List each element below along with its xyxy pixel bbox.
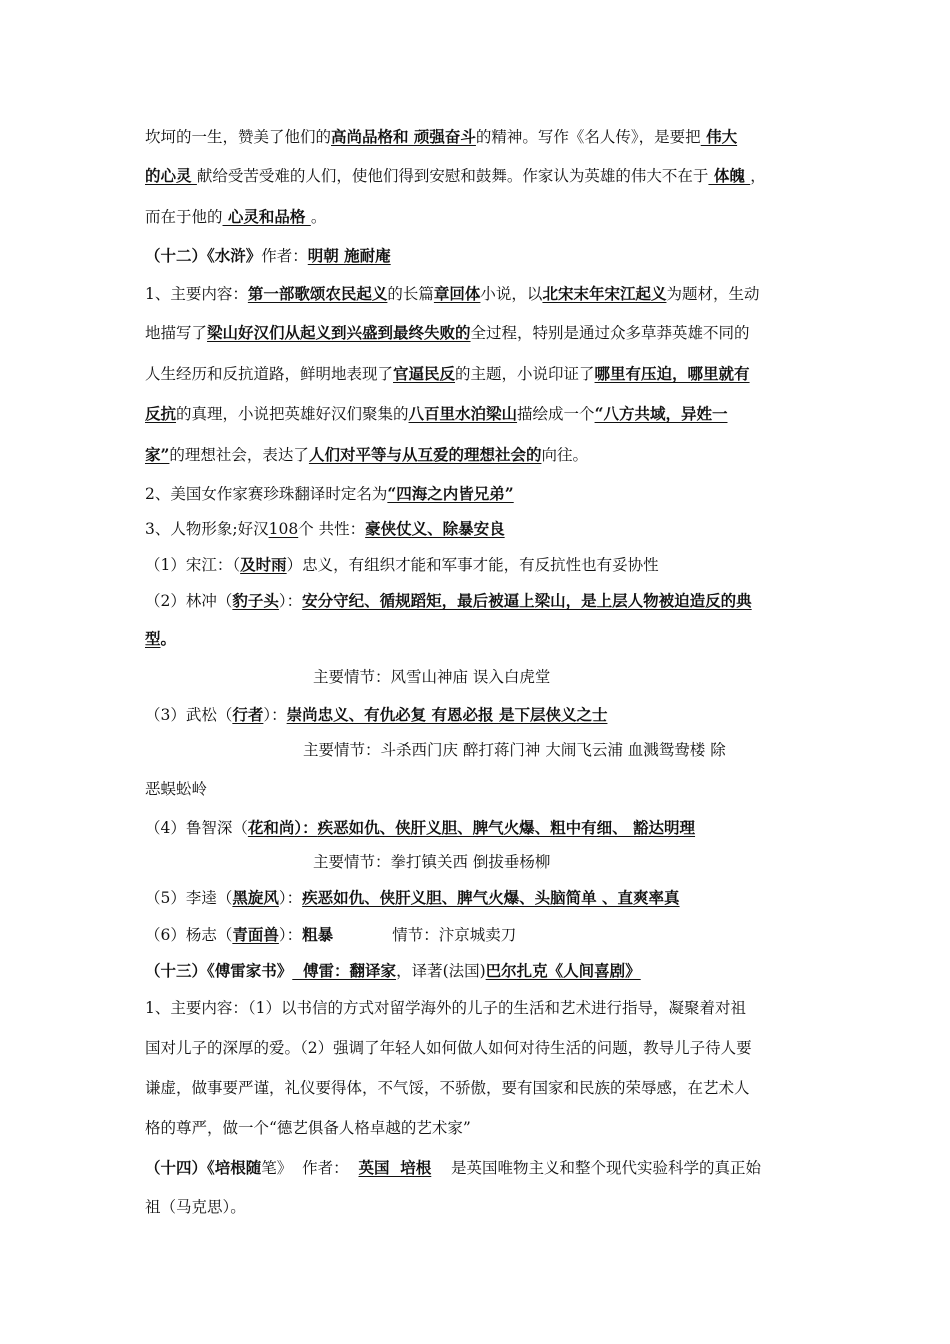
key-phrase: 章回体 <box>433 284 481 303</box>
text: 的精神。写作《名人传》，是要把 <box>475 128 701 146</box>
section-title: （十三）《傅雷家书》 <box>145 961 293 980</box>
key-phrase: 官逼民反 <box>393 364 456 383</box>
nickname: 及时雨 <box>240 555 287 574</box>
text: 恶蜈蚣岭 <box>145 780 208 798</box>
paragraph-line <box>145 322 813 344</box>
paragraph-line <box>145 444 813 466</box>
character-line-1 <box>145 554 813 576</box>
key-phrase: 梁山好汉们从起义到兴盛到最终失败的 <box>207 323 471 342</box>
key-phrase: 第一部歌颂农民起义 <box>247 284 388 303</box>
text: 主要情节：拳打镇关西 倒拔垂杨柳 <box>313 853 551 871</box>
paragraph-line <box>145 206 813 228</box>
text: 坎坷的一生，赞美了他们的 <box>145 128 332 146</box>
nickname: 行者 <box>232 705 264 724</box>
text: （2）林冲（ <box>145 592 233 610</box>
paragraph-line <box>145 363 813 385</box>
key-phrase: 崇尚忠义、有仇必复 有恩必报 是下层侠义之士 <box>286 705 608 724</box>
paragraph-line <box>145 1077 813 1099</box>
text: 主要情节：风雪山神庙 误入白虎堂 <box>313 668 551 686</box>
plot-line-cont <box>145 778 813 800</box>
paragraph-line <box>145 483 813 505</box>
text: （3）武松（ <box>145 706 233 724</box>
key-phrase: 人们对平等与从互爱的理想社会的 <box>308 445 542 464</box>
paragraph-line <box>145 1037 813 1059</box>
text: 。 <box>160 629 177 648</box>
text: 描绘成一个 <box>517 405 595 423</box>
character-line-4 <box>145 817 813 839</box>
paragraph-line <box>145 997 813 1019</box>
text: 地描写了 <box>145 324 208 342</box>
nickname: 青面兽 <box>232 925 279 944</box>
text: 情节：汴京城卖刀 <box>333 926 517 944</box>
key-phrase: “八方共域，异姓一 <box>594 404 728 423</box>
character-line-2-cont <box>145 628 813 650</box>
author-name: 英国 培根 <box>358 1158 432 1177</box>
key-phrase: 粗暴 <box>302 925 334 944</box>
text: ， <box>750 167 766 185</box>
paragraph-line <box>145 283 813 305</box>
key-phrase: 哪里有压迫，哪里就有 <box>594 364 750 383</box>
text: 的真理，小说把英雄好汉们聚集的 <box>176 405 409 423</box>
text: （6）杨志（ <box>145 926 233 944</box>
key-phrase: 型 <box>145 629 161 648</box>
text: ）： <box>263 706 287 724</box>
paragraph-line <box>145 165 813 187</box>
section-title: （十四）《培根随 <box>145 1158 262 1177</box>
text: ）： <box>278 889 303 907</box>
text: 个 共性： <box>298 520 366 538</box>
text: ）忠义，有组织才能和军事才能，有反抗性也有妥协性 <box>286 556 659 574</box>
key-phrase: 豪侠仗义、除暴安良 <box>365 519 505 538</box>
text: 小说，以 <box>480 285 543 303</box>
key-phrase: 八百里水泊梁山 <box>408 404 518 423</box>
text: 国对儿子的深厚的爱。（2）强调了年轻人如何做人如何对待生活的问题，教导儿子待人要 <box>145 1039 752 1057</box>
character-line-5 <box>145 887 813 909</box>
text: 谦虚，做事要严谨，礼仪要得体，不气馁，不骄傲，要有国家和民族的荣辱感，在艺术人 <box>145 1079 750 1097</box>
paragraph-line <box>145 1117 813 1139</box>
paragraph-line <box>145 518 813 540</box>
text: 格的尊严，做一个“德艺俱备人格卓越的艺术家” <box>145 1119 471 1137</box>
text: 的主题，小说印证了 <box>455 365 595 383</box>
author-label: 作者： <box>261 247 308 265</box>
text: 而在于他的 <box>145 208 223 226</box>
text: 全过程，特别是通过众多草莽英雄不同的 <box>470 324 750 342</box>
text: （4）鲁智深（ <box>145 819 248 837</box>
key-phrase: 疾恶如仇、侠肝义胆、脾气火爆、粗中有细、 豁达明理 <box>317 818 696 837</box>
key-phrase: 疾恶如仇、侠肝义胆、脾气火爆、头脑简单 、直爽率真 <box>302 888 680 907</box>
text: 献给受苦受难的人们，使他们得到安慰和鼓舞。作家认为英雄的伟大不在于 <box>196 167 709 185</box>
text: ）： <box>278 592 303 610</box>
key-phrase: 体魄 <box>708 166 751 185</box>
paragraph-line <box>145 403 813 425</box>
key-phrase: “四海之内皆兄弟” <box>387 484 514 503</box>
text: 向往。 <box>541 446 588 464</box>
text: 的长篇 <box>387 285 434 303</box>
author-name: 傅雷：翻译家 <box>292 961 397 980</box>
character-line-2 <box>145 590 813 612</box>
character-line-6 <box>145 924 813 946</box>
plot-line <box>313 666 950 688</box>
text: 主要情节：斗杀西门庆 醉打蒋门神 大闹飞云浦 血溅鸳鸯楼 除 <box>303 741 726 759</box>
text: 为题材，生动 <box>666 285 760 303</box>
text: （5）李逵（ <box>145 889 233 907</box>
key-number: 108 <box>268 520 299 538</box>
author-label: 笔》 作者： <box>261 1159 359 1177</box>
key-phrase: 巴尔扎克《人间喜剧》 <box>485 961 641 980</box>
key-phrase: 家” <box>145 445 170 464</box>
text: 1、主要内容： <box>145 285 248 303</box>
character-line-3 <box>145 704 813 726</box>
text: 人生经历和反抗道路，鲜明地表现了 <box>145 365 394 383</box>
text: 是英国唯物主义和整个现代实验科学的真正始 <box>431 1159 761 1177</box>
key-phrase: 反抗 <box>145 404 177 423</box>
text: 祖（马克思）。 <box>145 1198 246 1216</box>
paragraph-line <box>145 126 813 148</box>
text: ，译著(法国) <box>396 962 486 980</box>
nickname: 黑旋风 <box>232 888 279 907</box>
key-phrase: 高尚品格和 顽强奋斗 <box>331 127 476 146</box>
author-name: 明朝 施耐庵 <box>307 246 391 265</box>
key-phrase: 的心灵 <box>145 166 197 185</box>
text: ）： <box>278 926 303 944</box>
section-heading-13 <box>145 960 813 982</box>
text: 1、主要内容：（1）以书信的方式对留学海外的儿子的生活和艺术进行指导，凝聚着对祖 <box>145 999 746 1017</box>
key-phrase: 伟大 <box>700 127 738 146</box>
key-phrase: 心灵和品格 <box>222 207 311 226</box>
plot-line <box>313 851 950 873</box>
text: 3、人物形象;好汉 <box>145 520 269 538</box>
key-phrase: 北宋末年宋江起义 <box>542 284 667 303</box>
paragraph-line <box>145 1196 813 1218</box>
plot-line <box>303 739 950 761</box>
nickname: 花和尚）： <box>247 818 318 837</box>
section-title: （十二）《水浒》 <box>145 246 262 265</box>
text: 的理想社会，表达了 <box>169 446 309 464</box>
section-heading-14 <box>145 1157 813 1179</box>
section-heading-12 <box>145 245 813 267</box>
text: （1）宋江：（ <box>145 556 241 574</box>
text: 。 <box>310 208 327 226</box>
key-phrase: 安分守纪、循规蹈矩，最后被逼上梁山，是上层人物被迫造反的典 <box>302 591 752 610</box>
nickname: 豹子头 <box>232 591 279 610</box>
text: 2、美国女作家赛珍珠翻译时定名为 <box>145 485 388 503</box>
